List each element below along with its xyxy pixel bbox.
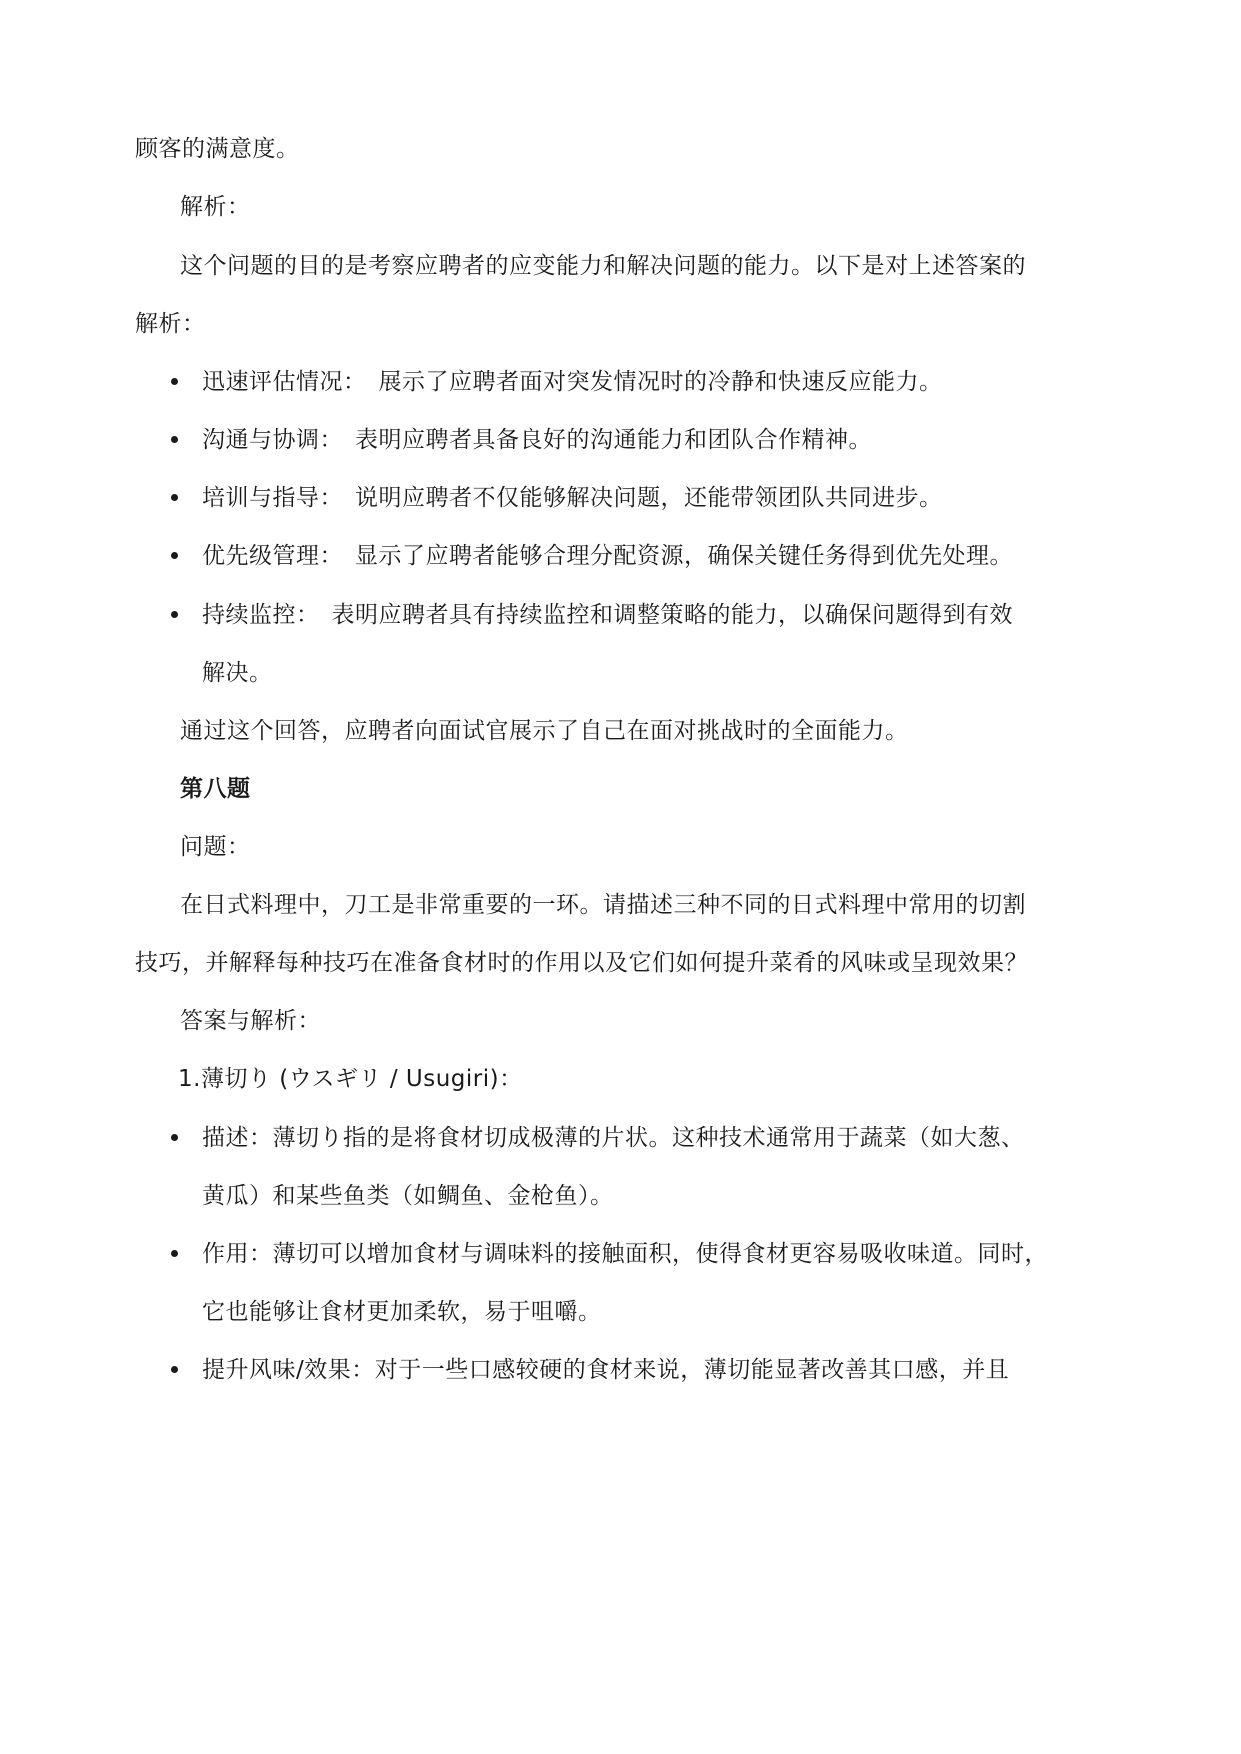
analysis-point-5-line1: 持续监控： 表明应聘者具有持续监控和调整策略的能力，以确保问题得到有效: [202, 602, 1013, 628]
analysis-intro-line2: 解析：: [135, 311, 206, 337]
question-text-line1: 在日式料理中，刀工是非常重要的一环。请描述三种不同的日式料理中常用的切割: [180, 892, 1026, 918]
bullet-marker: [171, 378, 178, 385]
analysis-label: 解析：: [180, 194, 251, 220]
technique-1-heading: 1.薄切り (ウスギリ / Usugiri)：: [178, 1066, 523, 1092]
technique-1-point-2-line2: 它也能够让食材更加柔软，易于咀嚼。: [202, 1299, 602, 1325]
section-title: 第八题: [180, 776, 251, 802]
analysis-point-3: 培训与指导： 说明应聘者不仅能够解决问题，还能带领团队共同进步。: [202, 485, 943, 511]
intro-tail-text: 顾客的满意度。: [135, 136, 300, 162]
bullet-marker: [171, 1134, 178, 1141]
answer-label: 答案与解析：: [180, 1008, 321, 1034]
bullet-marker: [171, 494, 178, 501]
technique-1-point-2-line1: 作用：薄切可以增加食材与调味料的接触面积，使得食材更容易吸收味道。同时，: [202, 1241, 1048, 1267]
bullet-marker: [171, 1250, 178, 1257]
analysis-point-1: 迅速评估情况： 展示了应聘者面对突发情况时的冷静和快速反应能力。: [202, 369, 943, 395]
bullet-marker: [171, 611, 178, 618]
technique-1-point-1-line1: 描述：薄切り指的是将食材切成极薄的片状。这种技术通常用于蔬菜（如大葱、: [202, 1125, 1025, 1151]
analysis-point-2: 沟通与协调： 表明应聘者具备良好的沟通能力和团队合作精神。: [202, 427, 872, 453]
question-label: 问题：: [180, 834, 251, 860]
analysis-point-5-line2: 解决。: [202, 660, 273, 686]
bullet-marker: [171, 1366, 178, 1373]
analysis-point-4: 优先级管理： 显示了应聘者能够合理分配资源，确保关键任务得到优先处理。: [202, 543, 1013, 569]
bullet-marker: [171, 436, 178, 443]
bullet-marker: [171, 552, 178, 559]
analysis-intro-line1: 这个问题的目的是考察应聘者的应变能力和解决问题的能力。以下是对上述答案的: [180, 253, 1026, 279]
technique-1-point-1-line2: 黄瓜）和某些鱼类（如鲷鱼、金枪鱼）。: [202, 1183, 614, 1209]
conclusion-text: 通过这个回答，应聘者向面试官展示了自己在面对挑战时的全面能力。: [180, 718, 909, 744]
question-text-line2: 技巧，并解释每种技巧在准备食材时的作用以及它们如何提升菜肴的风味或呈现效果？: [135, 950, 1028, 976]
technique-1-point-3-line1: 提升风味/效果：对于一些口感较硬的食材来说，薄切能显著改善其口感，并且: [202, 1357, 1010, 1383]
